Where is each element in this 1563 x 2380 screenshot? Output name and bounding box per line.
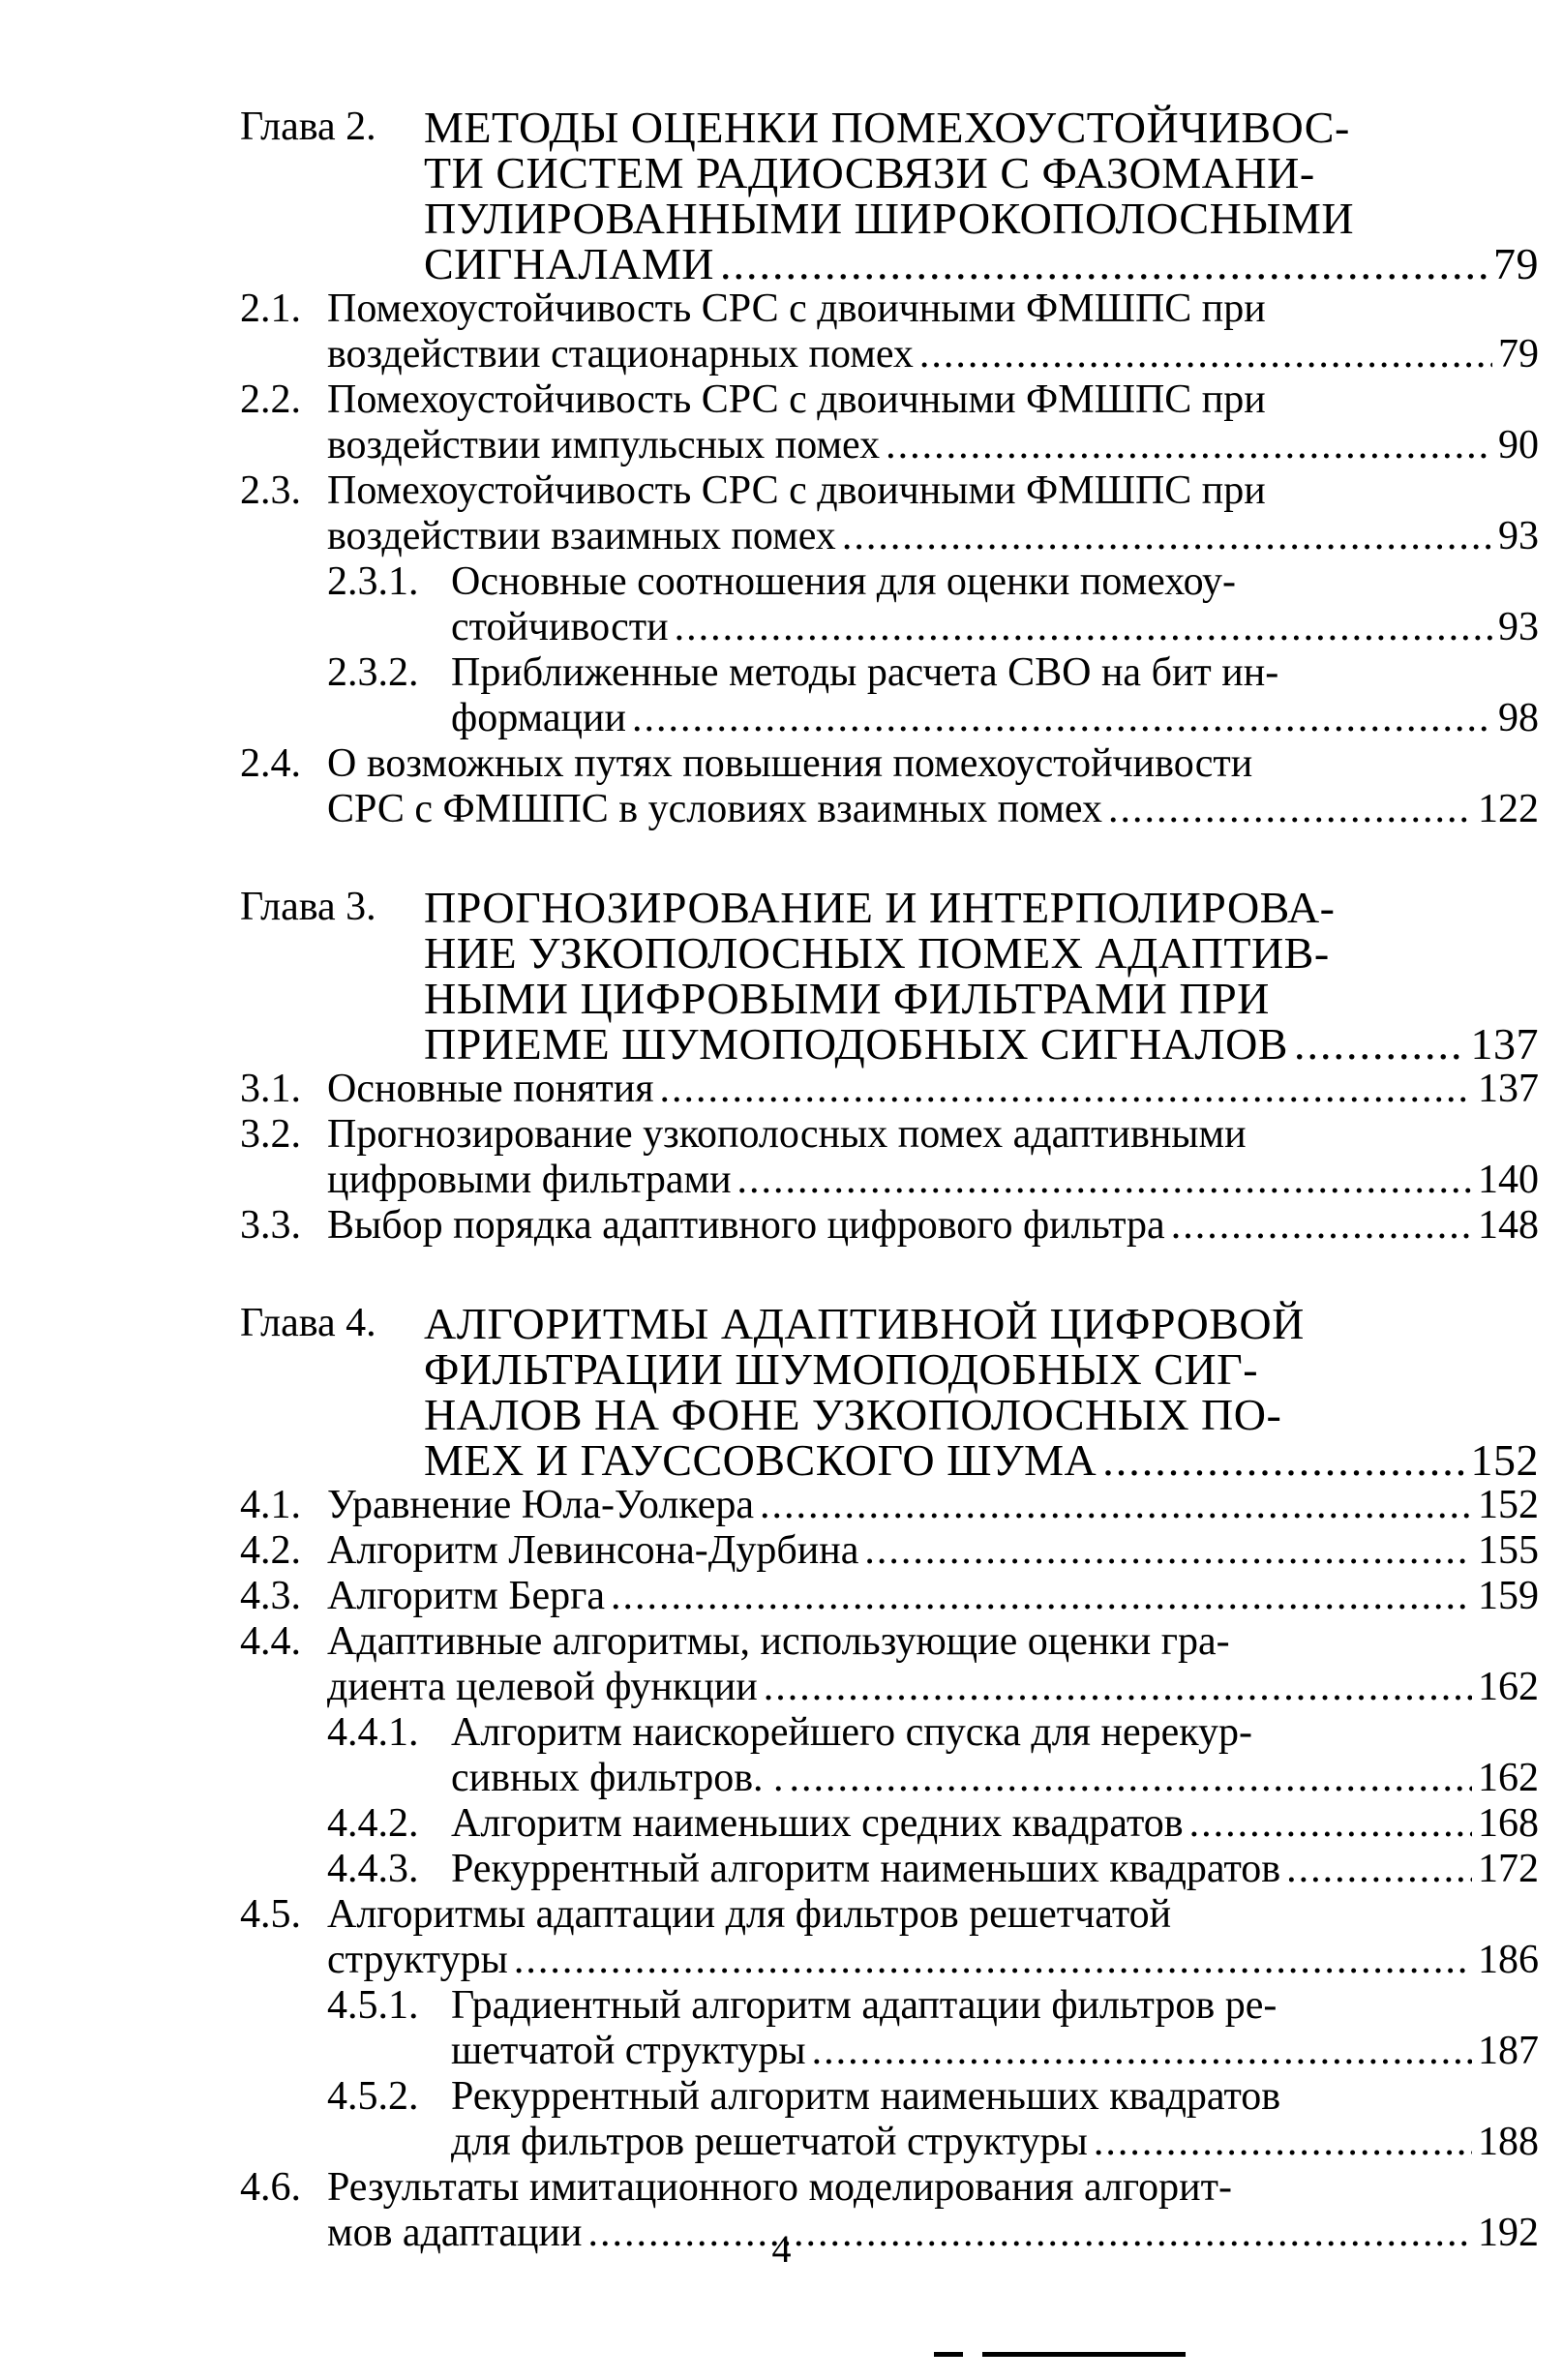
chapter-title-line: АЛГОРИТМЫ АДАПТИВНОЙ ЦИФРОВОЙ [424, 1299, 1305, 1348]
section-title-cont: структуры [327, 1938, 508, 1982]
toc-entry-4-4-1 [240, 1710, 1539, 1801]
section-title: Помехоустойчивость СРС с двоичными ФМШПС при [327, 286, 1266, 331]
footer-rule-long [982, 2352, 1186, 2357]
page-number: 152 [1470, 1435, 1539, 1485]
section-title: Основные понятия [327, 1067, 654, 1111]
chapter-3-heading [240, 885, 1539, 1067]
section-title-cont: воздействии взаимных помех [327, 514, 836, 558]
section-number: 4.3. [240, 1574, 301, 1618]
section-number: 4.5. [240, 1892, 301, 1937]
section-title: Алгоритм Левинсона-Дурбина [327, 1528, 859, 1573]
section-title: Уравнение Юла-Уолкера [327, 1483, 754, 1527]
chapter-title-line: ПРИЕМЕ ШУМОПОДОБНЫХ СИГНАЛОВ [424, 1019, 1288, 1069]
toc-entry-3-3 [240, 1203, 1539, 1249]
section-title-cont: СРС с ФМШПС в условиях взаимных помех [327, 787, 1102, 831]
page-number: 187 [1478, 2029, 1539, 2073]
chapter-title-line: ПУЛИРОВАННЫМИ ШИРОКОПОЛОСНЫМИ [424, 194, 1355, 243]
section-number: 2.1. [240, 286, 301, 331]
chapter-4-heading [240, 1301, 1539, 1483]
section-title: Алгоритмы адаптации для фильтров решетчатой [327, 1892, 1172, 1937]
footer-rule-short [934, 2352, 963, 2357]
subsection-number: 2.3.2. [327, 650, 419, 695]
chapter-title-line: ТИ СИСТЕМ РАДИОСВЯЗИ С ФАЗОМАНИ- [424, 148, 1315, 197]
section-number: 2.2. [240, 377, 301, 422]
page-number: 168 [1478, 1801, 1539, 1846]
page-number: 122 [1478, 787, 1539, 831]
toc-entry-3-1 [240, 1067, 1539, 1112]
toc-entry-4-5-2 [240, 2074, 1539, 2165]
section-number: 2.3. [240, 468, 301, 513]
subsection-title: Основные соотношения для оценки помехоу- [451, 559, 1237, 604]
subsection-title: Градиентный алгоритм адаптации фильтров ре- [451, 1983, 1277, 2028]
toc-entry-4-3 [240, 1574, 1539, 1619]
toc-entry-2-3 [240, 468, 1539, 559]
table-of-contents [240, 105, 1539, 2256]
section-title: Адаптивные алгоритмы, использующие оценки гра- [327, 1619, 1230, 1664]
page-number: 162 [1478, 1665, 1539, 1709]
toc-entry-4-1 [240, 1483, 1539, 1528]
subsection-number: 4.4.2. [327, 1801, 419, 1846]
page-number: 137 [1470, 1019, 1539, 1069]
section-number: 4.4. [240, 1619, 301, 1664]
toc-entry-2-4 [240, 741, 1539, 832]
chapter-title-line: ПРОГНОЗИРОВАНИЕ И ИНТЕРПОЛИРОВА- [424, 883, 1336, 932]
page-number: 93 [1498, 605, 1539, 649]
chapter-title-line: НЫМИ ЦИФРОВЫМИ ФИЛЬТРАМИ ПРИ [424, 974, 1270, 1023]
toc-entry-4-4 [240, 1619, 1539, 1710]
page-number: 155 [1478, 1528, 1539, 1573]
section-title-cont: цифровыми фильтрами [327, 1158, 732, 1202]
toc-entry-4-4-2 [240, 1801, 1539, 1847]
subsection-title: Алгоритм наискорейшего спуска для нерекур- [451, 1710, 1253, 1755]
toc-entry-2-2 [240, 377, 1539, 468]
section-number: 3.1. [240, 1067, 301, 1111]
page-number: 148 [1478, 1203, 1539, 1248]
page-number: 162 [1478, 1756, 1539, 1800]
section-title: Помехоустойчивость СРС с двоичными ФМШПС при [327, 468, 1266, 513]
toc-entry-4-5 [240, 1892, 1539, 1983]
toc-entry-4-2 [240, 1528, 1539, 1574]
section-number: 2.4. [240, 741, 301, 786]
page-number: 192 [1478, 2211, 1539, 2255]
page-number: 172 [1478, 1847, 1539, 1891]
chapter-title-line: ФИЛЬТРАЦИИ ШУМОПОДОБНЫХ СИГ- [424, 1344, 1259, 1394]
toc-entry-3-2 [240, 1112, 1539, 1203]
chapter-title-line: МЕТОДЫ ОЦЕНКИ ПОМЕХОУСТОЙЧИВОС- [424, 103, 1350, 152]
toc-entry-4-5-1 [240, 1983, 1539, 2074]
section-number: 4.6. [240, 2165, 301, 2210]
section-title: О возможных путях повышения помехоустойчивости [327, 741, 1253, 786]
subsection-title-cont: формации [451, 696, 626, 740]
section-number: 3.2. [240, 1112, 301, 1157]
page-number: 79 [1493, 239, 1539, 288]
subsection-title: Рекуррентный алгоритм наименьших квадратов [451, 2074, 1281, 2119]
section-number: 4.2. [240, 1528, 301, 1573]
subsection-number: 4.4.3. [327, 1847, 419, 1891]
section-title: Помехоустойчивость СРС с двоичными ФМШПС при [327, 377, 1266, 422]
page-number: 79 [1498, 332, 1539, 377]
section-title: Выбор порядка адаптивного цифрового фильтра [327, 1203, 1165, 1248]
chapter-title-line: НАЛОВ НА ФОНЕ УЗКОПОЛОСНЫХ ПО- [424, 1390, 1282, 1439]
subsection-number: 4.4.1. [327, 1710, 419, 1755]
toc-entry-2-1 [240, 286, 1539, 377]
chapter-title-line: МЕХ И ГАУССОВСКОГО ШУМА [424, 1435, 1097, 1485]
section-title-cont: мов адаптации [327, 2211, 583, 2255]
section-title-cont: диента целевой функции [327, 1665, 758, 1709]
chapter-label: Глава 4. [240, 1301, 376, 1345]
section-title: Прогнозирование узкополосных помех адаптивными [327, 1112, 1247, 1157]
subsection-title-cont: сивных фильтров. . [451, 1756, 784, 1800]
toc-entry-2-3-1 [240, 559, 1539, 650]
chapter-2-heading [240, 105, 1539, 286]
toc-entry-4-4-3 [240, 1847, 1539, 1892]
subsection-title: Рекуррентный алгоритм наименьших квадратов [451, 1847, 1281, 1891]
footer-page-number: 4 [771, 2227, 792, 2271]
page-number: 140 [1478, 1158, 1539, 1202]
section-title: Алгоритм Берга [327, 1574, 606, 1618]
section-title-cont: воздействии импульсных помех [327, 423, 881, 467]
subsection-number: 4.5.2. [327, 2074, 419, 2119]
page-number: 188 [1478, 2120, 1539, 2164]
chapter-label: Глава 3. [240, 885, 376, 929]
subsection-number: 4.5.1. [327, 1983, 419, 2028]
page-number: 186 [1478, 1938, 1539, 1982]
section-number: 4.1. [240, 1483, 301, 1527]
page-number: 93 [1498, 514, 1539, 558]
chapter-title-line: НИЕ УЗКОПОЛОСНЫХ ПОМЕХ АДАПТИВ- [424, 928, 1330, 978]
toc-entry-2-3-2 [240, 650, 1539, 741]
page-number: 98 [1498, 696, 1539, 740]
subsection-title-cont: шетчатой структуры [451, 2029, 806, 2073]
section-title: Результаты имитационного моделирования алгорит- [327, 2165, 1232, 2210]
section-title-cont: воздействии стационарных помех [327, 332, 914, 377]
subsection-title-cont: стойчивости [451, 605, 669, 649]
chapter-title-line: СИГНАЛАМИ [424, 239, 714, 288]
subsection-title-cont: для фильтров решетчатой структуры [451, 2120, 1088, 2164]
page-number: 152 [1478, 1483, 1539, 1527]
page-number: 90 [1498, 423, 1539, 467]
section-number: 3.3. [240, 1203, 301, 1248]
subsection-title: Алгоритм наименьших средних квадратов [451, 1801, 1184, 1846]
subsection-title: Приближенные методы расчета СВО на бит ин- [451, 650, 1279, 695]
chapter-label: Глава 2. [240, 105, 376, 149]
page-number: 137 [1478, 1067, 1539, 1111]
subsection-number: 2.3.1. [327, 559, 419, 604]
page-number: 159 [1478, 1574, 1539, 1618]
